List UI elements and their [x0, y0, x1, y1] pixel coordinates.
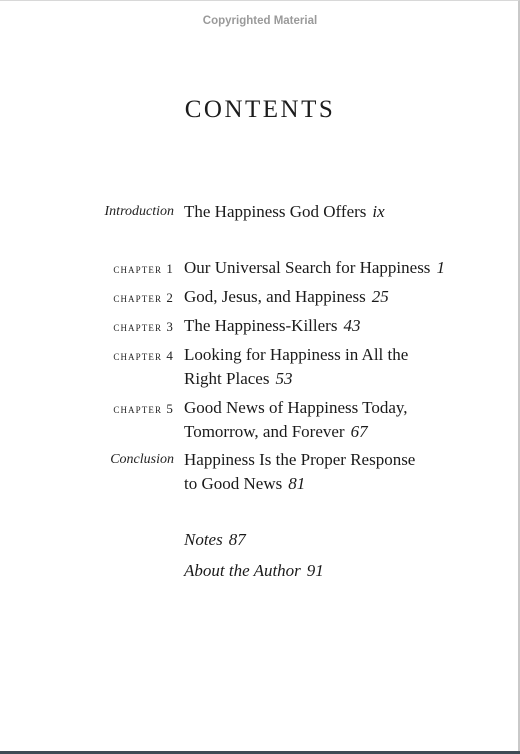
- toc-title: [184, 528, 484, 552]
- toc-label: chapter 2: [113, 290, 174, 305]
- toc-label: chapter 4: [113, 348, 174, 363]
- toc-title: [184, 396, 484, 444]
- toc-page-number: 25: [371, 287, 389, 306]
- toc-title-text: The Happiness God Offers: [184, 202, 367, 221]
- copyright-watermark: Copyrighted Material: [202, 15, 318, 27]
- toc-title-text: Notes: [184, 530, 223, 549]
- toc-page-number: 87: [228, 530, 246, 549]
- page-title: CONTENTS: [184, 96, 336, 123]
- toc-title-text: The Happiness-Killers: [184, 316, 338, 335]
- toc-title-line: Right Places: [184, 369, 270, 388]
- toc-page-number: ix: [372, 202, 385, 221]
- toc-label: chapter 5: [113, 401, 174, 416]
- toc-page-number: 1: [436, 258, 445, 277]
- toc-title-line: Good News of Happiness Today,: [184, 398, 408, 417]
- toc-page-number: 43: [343, 316, 361, 335]
- toc-label: Conclusion: [110, 452, 174, 467]
- toc-title-text: God, Jesus, and Happiness: [184, 287, 366, 306]
- toc-page-number: 91: [306, 561, 324, 580]
- toc-title-line: Tomorrow, and Forever: [184, 422, 345, 441]
- toc-title-line: Happiness Is the Proper Response: [184, 450, 416, 469]
- toc-page-number: 53: [275, 369, 293, 388]
- toc-title: [184, 448, 484, 496]
- toc-title: [184, 343, 484, 391]
- toc-title: [184, 559, 484, 583]
- toc-title: [184, 314, 484, 338]
- toc-page-number: 81: [288, 474, 306, 493]
- toc-label: Introduction: [104, 204, 174, 219]
- toc-label: chapter 1: [113, 261, 174, 276]
- toc-label: chapter 3: [113, 319, 174, 334]
- toc-title-line: Looking for Happiness in All the: [184, 345, 409, 364]
- toc-title: [184, 256, 484, 280]
- toc-title: [184, 285, 484, 309]
- toc-page-number: 67: [350, 422, 368, 441]
- toc-title-text: Our Universal Search for Happiness: [184, 258, 431, 277]
- toc-title-text: About the Author: [184, 561, 301, 580]
- toc-title: [184, 200, 484, 224]
- toc-title-line: to Good News: [184, 474, 283, 493]
